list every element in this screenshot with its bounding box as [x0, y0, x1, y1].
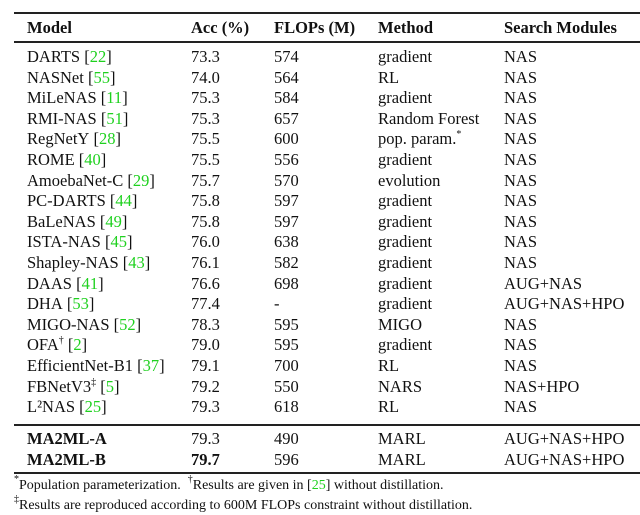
table-row	[0, 397, 640, 417]
model-cell: OFA† [2]	[27, 335, 88, 355]
method-cell	[378, 397, 399, 417]
citation-link[interactable]: 53	[72, 294, 89, 314]
table-row	[0, 171, 640, 191]
method-cell	[378, 232, 432, 252]
citation-link[interactable]: 25	[311, 478, 326, 493]
acc-cell: 78.3	[191, 314, 220, 334]
method-cell	[378, 315, 422, 335]
footnote-text: ] without distillation.	[325, 478, 444, 493]
model-name: MIGO-NAS	[27, 314, 110, 334]
method-text: RL	[378, 356, 400, 375]
search-modules-cell: AUG+NAS+HPO	[504, 429, 625, 448]
model-cell: AmoebaNet-C [29]	[27, 170, 155, 190]
model-cell: MIGO-NAS [52]	[27, 314, 142, 334]
table-row	[0, 253, 640, 273]
method-cell	[378, 253, 432, 273]
model-name: NASNet	[27, 67, 84, 87]
flops-cell: 584	[274, 88, 299, 108]
footnote-mark: †	[187, 474, 193, 485]
table-row	[0, 191, 640, 211]
footnote-1	[14, 474, 444, 495]
citation-link[interactable]: 11	[106, 88, 123, 108]
flops-cell: 600	[274, 129, 299, 149]
header-flops: FLOPs (M)	[274, 18, 356, 37]
table-row	[0, 88, 640, 108]
flops-cell: 570	[274, 170, 299, 190]
method-cell	[378, 335, 432, 355]
model-name: BaLeNAS	[27, 211, 96, 231]
model-cell: DHA [53]	[27, 294, 95, 314]
method-cell: MARL	[378, 450, 426, 469]
method-cell	[378, 171, 440, 191]
flops-cell: 595	[274, 314, 299, 334]
acc-cell: 75.5	[191, 129, 220, 149]
method-text: gradient	[378, 88, 433, 108]
acc-cell: 79.3	[191, 429, 220, 448]
ours-row	[0, 450, 640, 470]
citation-link[interactable]: 5	[105, 376, 115, 396]
acc-cell: 76.0	[191, 232, 220, 252]
acc-cell: 79.7	[191, 450, 220, 469]
table-row	[0, 212, 640, 232]
flops-cell: 597	[274, 191, 299, 211]
flops-cell: 574	[274, 47, 299, 66]
header-acc: Acc (%)	[191, 18, 250, 37]
model-cell: ISTA-NAS [45]	[27, 232, 133, 252]
citation-link[interactable]: 28	[98, 129, 116, 149]
citation-link[interactable]: 40	[84, 150, 101, 169]
search-modules-cell: NAS	[504, 397, 538, 417]
table-row	[0, 129, 640, 149]
model-cell: DAAS [41]	[27, 273, 104, 293]
method-text: evolution	[378, 170, 441, 190]
acc-cell: 79.3	[191, 397, 220, 417]
ours-row	[0, 429, 640, 449]
model-name: MiLeNAS	[27, 88, 97, 108]
method-cell	[378, 68, 399, 88]
flops-cell: 564	[274, 67, 299, 87]
model-footnote-mark: ‡	[91, 376, 97, 388]
citation-link[interactable]: 29	[132, 170, 150, 190]
acc-cell: 79.0	[191, 335, 220, 355]
header-search-modules: Search Modules	[504, 18, 617, 37]
acc-cell: 75.5	[191, 150, 220, 169]
search-modules-cell: AUG+NAS	[504, 273, 583, 293]
table-row	[0, 294, 640, 314]
model-name: PC-DARTS	[27, 191, 106, 211]
acc-cell: 75.3	[191, 108, 220, 128]
model-footnote-mark: †	[58, 335, 64, 347]
model-name: ISTA-NAS	[27, 232, 101, 252]
method-text: RL	[378, 67, 400, 87]
acc-cell: 73.3	[191, 47, 220, 66]
model-name: ROME	[27, 150, 75, 169]
method-cell	[378, 212, 432, 232]
top-rule	[14, 12, 640, 14]
search-modules-cell: NAS	[504, 47, 538, 66]
method-text: NARS	[378, 376, 423, 396]
model-cell: NASNet [55]	[27, 67, 116, 87]
flops-cell: 638	[274, 232, 299, 252]
table-row	[0, 335, 640, 355]
flops-cell: 582	[274, 253, 299, 272]
model-cell: DARTS [22]	[27, 47, 112, 66]
citation-link[interactable]: 2	[73, 335, 82, 355]
method-cell	[378, 150, 432, 170]
method-footnote-mark: *	[456, 129, 462, 141]
model-cell: MiLeNAS [11]	[27, 88, 128, 108]
search-modules-cell: NAS	[504, 211, 538, 231]
method-text: gradient	[378, 294, 433, 314]
table-row	[0, 150, 640, 170]
method-cell: MARL	[378, 429, 426, 448]
mid-rule	[14, 424, 640, 426]
search-modules-cell: NAS	[504, 191, 538, 211]
footnote-text: Results are given in [	[192, 478, 312, 493]
acc-cell: 76.6	[191, 273, 220, 293]
model-cell: RegNetY [28]	[27, 129, 121, 149]
header-method: Method	[378, 18, 433, 37]
method-text: gradient	[378, 191, 433, 211]
citation-link[interactable]: 41	[81, 273, 99, 293]
acc-cell: 74.0	[191, 67, 220, 87]
table-row	[0, 68, 640, 88]
model-cell: RMI-NAS [51]	[27, 108, 129, 128]
citation-link[interactable]: 43	[128, 253, 145, 272]
citation-link[interactable]: 37	[142, 356, 160, 375]
citation-link[interactable]: 44	[115, 191, 132, 211]
model-cell: MA2ML-B	[27, 450, 106, 469]
table-row	[0, 47, 640, 67]
method-text: gradient	[378, 232, 433, 252]
model-name: RMI-NAS	[27, 108, 97, 128]
model-name: AmoebaNet-C	[27, 170, 124, 190]
method-cell	[378, 356, 399, 376]
table-row	[0, 274, 640, 294]
method-text: RL	[378, 397, 400, 417]
citation-link[interactable]: 51	[106, 108, 123, 128]
method-text: gradient	[378, 150, 433, 169]
method-cell	[378, 129, 461, 149]
model-name: Shapley-NAS	[27, 253, 119, 272]
method-text: pop. param.	[378, 129, 457, 149]
citation-link[interactable]: 55	[93, 67, 110, 87]
search-modules-cell: NAS	[504, 335, 538, 355]
acc-cell: 79.1	[191, 356, 220, 375]
acc-cell: 75.8	[191, 191, 220, 211]
search-modules-cell: NAS	[504, 129, 538, 149]
table-row	[0, 109, 640, 129]
search-modules-cell: NAS	[504, 232, 538, 252]
search-modules-cell: AUG+NAS+HPO	[504, 294, 625, 314]
search-modules-cell: NAS	[504, 314, 538, 334]
search-modules-cell: NAS	[504, 150, 538, 169]
acc-cell: 75.8	[191, 211, 220, 231]
search-modules-cell: NAS	[504, 170, 538, 190]
acc-cell: 76.1	[191, 253, 220, 272]
method-text: gradient	[378, 211, 433, 231]
search-modules-cell: NAS	[504, 88, 538, 108]
method-cell	[378, 274, 432, 294]
model-name: RegNetY	[27, 129, 90, 149]
flops-cell: -	[274, 294, 280, 314]
model-cell: Shapley-NAS [43]	[27, 253, 151, 272]
model-cell: MA2ML-A	[27, 429, 107, 448]
acc-cell: 79.2	[191, 376, 220, 396]
method-cell	[378, 109, 479, 129]
citation-link[interactable]: 45	[110, 232, 127, 252]
citation-link[interactable]: 49	[105, 211, 122, 231]
flops-cell: 596	[274, 450, 299, 469]
table-row	[0, 377, 640, 397]
search-modules-cell: NAS	[504, 108, 538, 128]
model-name: DAAS	[27, 273, 72, 293]
model-cell: PC-DARTS [44]	[27, 191, 138, 211]
flops-cell: 490	[274, 429, 299, 448]
method-cell	[378, 191, 432, 211]
model-name: FBNetV3	[27, 376, 92, 396]
table-row	[0, 356, 640, 376]
method-cell	[378, 47, 432, 67]
citation-link[interactable]: 52	[119, 314, 136, 334]
method-text: gradient	[378, 47, 433, 66]
header-model: Model	[27, 18, 72, 37]
flops-cell: 597	[274, 211, 299, 231]
model-cell: ROME [40]	[27, 150, 107, 169]
flops-cell: 657	[274, 108, 299, 128]
method-cell	[378, 88, 432, 108]
footnote-2	[14, 494, 473, 515]
search-modules-cell: NAS	[504, 67, 538, 87]
method-cell	[378, 294, 432, 314]
table-row	[0, 315, 640, 335]
table-row	[0, 232, 640, 252]
citation-link[interactable]: 25	[84, 397, 102, 417]
flops-cell: 700	[274, 356, 299, 375]
model-cell: FBNetV3‡ [5]	[27, 376, 120, 396]
flops-cell: 595	[274, 335, 299, 355]
acc-cell: 75.3	[191, 88, 220, 108]
method-text: gradient	[378, 335, 433, 355]
acc-cell: 75.7	[191, 170, 220, 190]
citation-link[interactable]: 22	[89, 47, 107, 66]
flops-cell: 618	[274, 397, 299, 417]
method-cell	[378, 377, 422, 397]
model-name: L²NAS	[27, 397, 76, 417]
flops-cell: 698	[274, 273, 299, 293]
model-cell: EfficientNet-B1 [37]	[27, 356, 165, 375]
method-text: gradient	[378, 273, 433, 293]
header-rule	[14, 41, 640, 43]
method-text: gradient	[378, 253, 433, 272]
bottom-rule	[14, 472, 640, 474]
search-modules-cell: NAS+HPO	[504, 376, 580, 396]
footnote-mark: ‡	[14, 494, 19, 505]
model-cell: L²NAS [25]	[27, 397, 107, 417]
flops-cell: 550	[274, 376, 299, 396]
method-text: MIGO	[378, 314, 422, 334]
model-name: DARTS	[27, 47, 81, 66]
search-modules-cell: NAS	[504, 253, 538, 272]
footnote-mark: *	[14, 474, 19, 485]
footnote-text: Population parameterization.	[19, 478, 181, 493]
model-name: DHA	[27, 294, 63, 314]
model-cell: BaLeNAS [49]	[27, 211, 128, 231]
footnote-text: Results are reproduced according to 600M FLOPs constraint without distillation.	[19, 498, 473, 513]
acc-cell: 77.4	[191, 294, 220, 314]
flops-cell: 556	[274, 150, 299, 169]
search-modules-cell: AUG+NAS+HPO	[504, 450, 625, 469]
header-row	[0, 18, 640, 38]
search-modules-cell: NAS	[504, 356, 538, 375]
model-name: EfficientNet-B1	[27, 356, 133, 375]
model-name: OFA	[27, 335, 59, 355]
method-text: Random Forest	[378, 108, 480, 128]
